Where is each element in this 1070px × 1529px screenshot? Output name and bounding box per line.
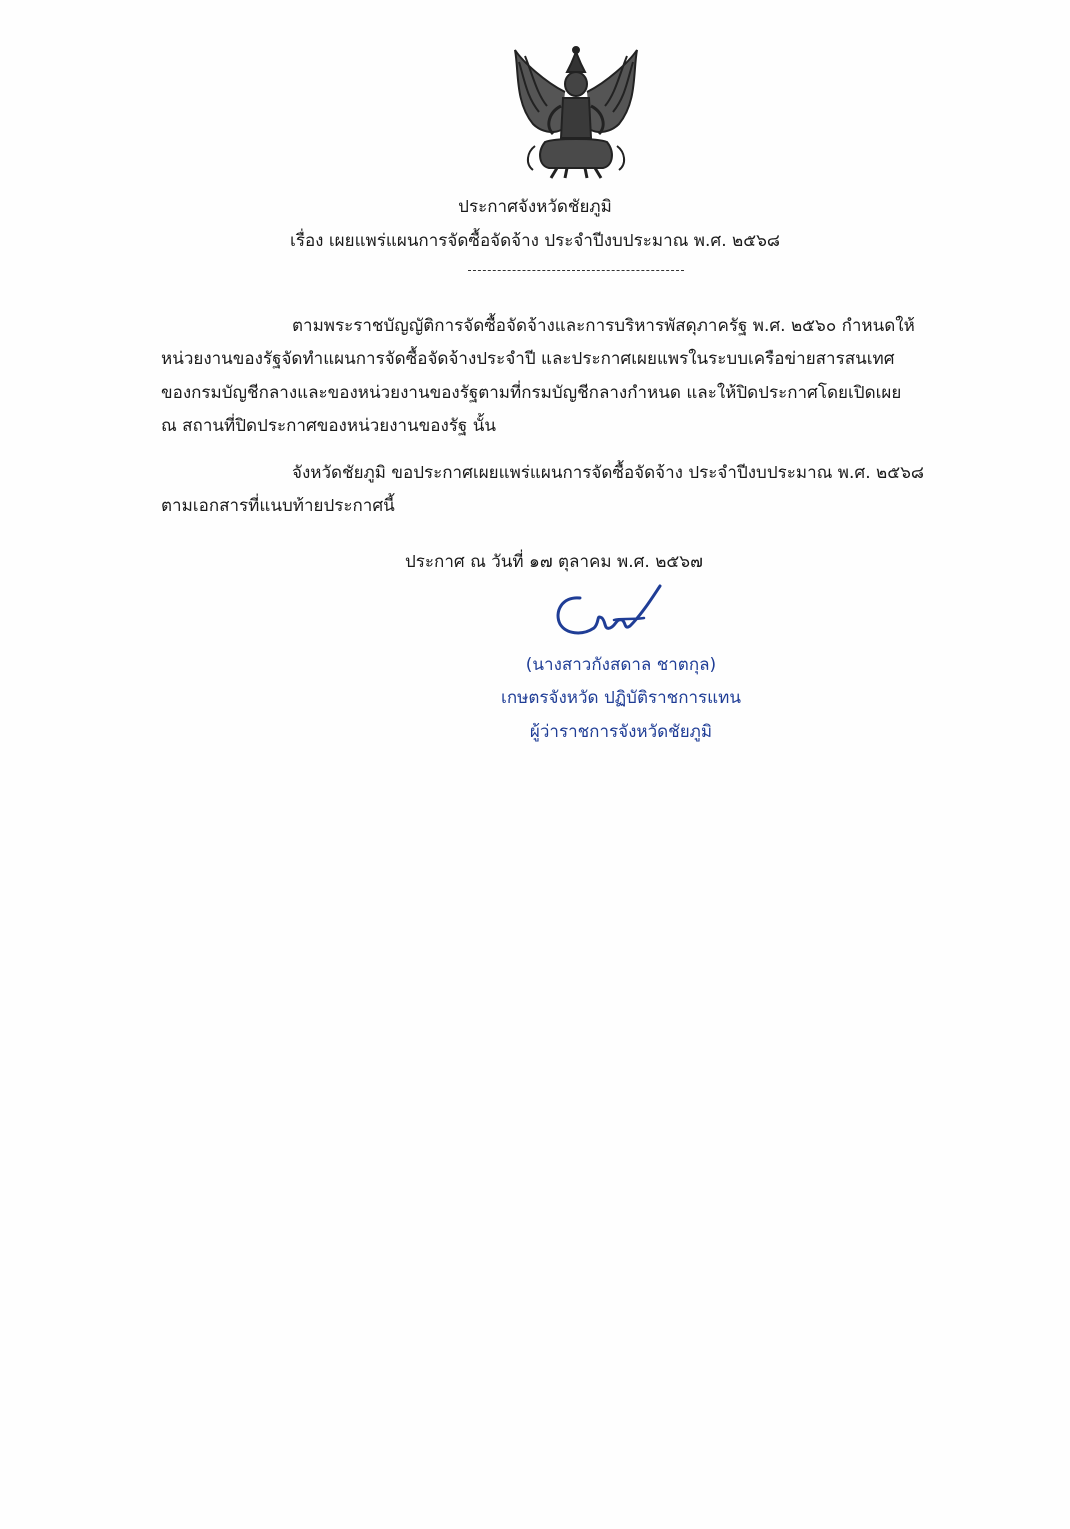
announcement-date: ประกาศ ณ วันที่ ๑๗ ตุลาคม พ.ศ. ๒๕๖๗: [405, 552, 703, 572]
paragraph-line: ของกรมบัญชีกลางและของหน่วยงานของรัฐตามที่กรมบัญชีกลางกำหนด และให้ปิดประกาศโดยเปิดเผย: [161, 383, 902, 403]
signatory-position: เกษตรจังหวัด ปฏิบัติราชการแทน: [501, 688, 741, 708]
announcement-subject: เรื่อง เผยแพร่แผนการจัดซื้อจัดจ้าง ประจำปีงบประมาณ พ.ศ. ๒๕๖๘: [290, 231, 780, 251]
paragraph-line: ตามเอกสารที่แนบท้ายประกาศนี้: [161, 496, 395, 516]
paragraph-line: จังหวัดชัยภูมิ ขอประกาศเผยแพร่แผนการจัดซื้อจัดจ้าง ประจำปีงบประมาณ พ.ศ. ๒๕๖๘: [292, 463, 924, 483]
signatory-office: ผู้ว่าราชการจังหวัดชัยภูมิ: [529, 722, 713, 742]
paragraph-line: ณ สถานที่ปิดประกาศของหน่วยงานของรัฐ นั้น: [161, 416, 496, 436]
signature-mark: [552, 584, 670, 646]
announcement-title: ประกาศจังหวัดชัยภูมิ: [458, 197, 612, 217]
paragraph-line: ตามพระราชบัญญัติการจัดซื้อจัดจ้างและการบริหารพัสดุภาครัฐ พ.ศ. ๒๕๖๐ กำหนดให้: [292, 316, 915, 336]
garuda-emblem-icon: [505, 42, 647, 182]
paragraph-line: หน่วยงานของรัฐจัดทำแผนการจัดซื้อจัดจ้างประจำปี และประกาศเผยแพรในระบบเครือข่ายสารสนเทศ: [161, 349, 895, 369]
title-divider: [468, 270, 684, 271]
signatory-name: (นางสาวกังสดาล ชาตกุล): [525, 655, 717, 675]
